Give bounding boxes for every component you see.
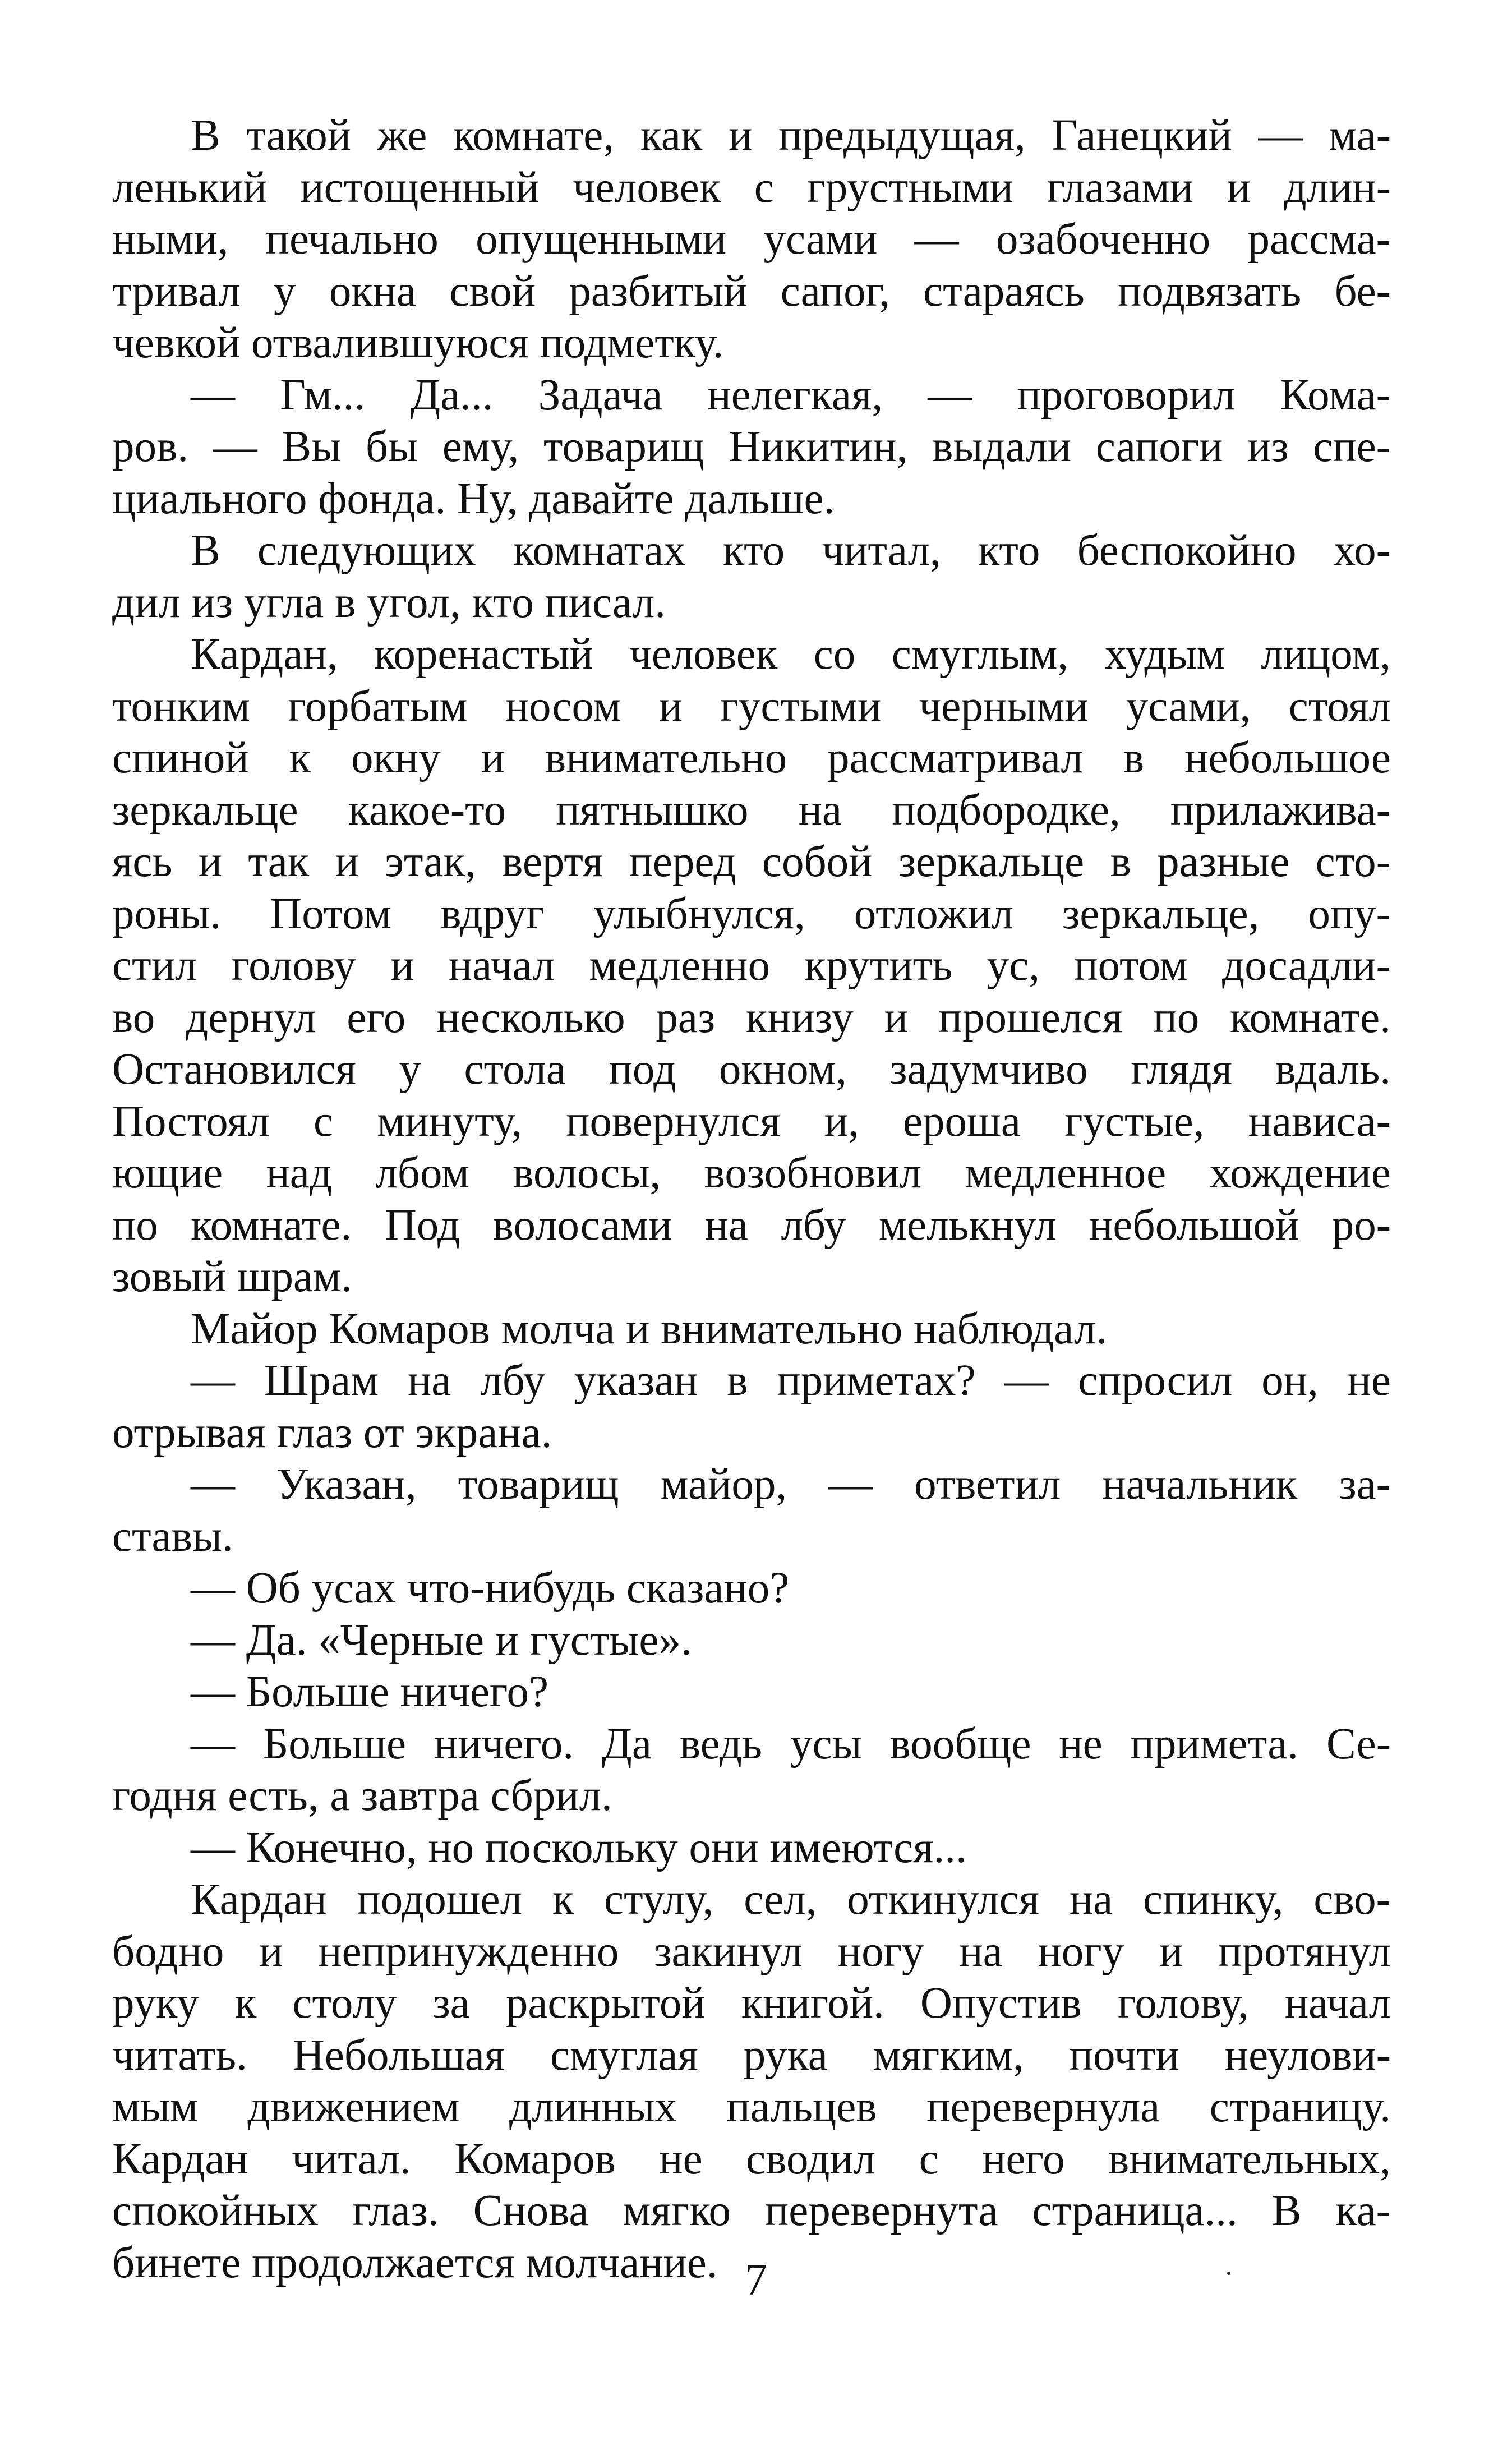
paragraph bbox=[112, 1874, 1391, 2289]
text-line: роны. Потом вдруг улыбнулся, отложил зеркальце, опу- bbox=[112, 889, 1391, 938]
text-line: Постоял с минуту, повернулся и, ероша густые, нависа- bbox=[112, 1097, 1391, 1146]
text-line: — Больше ничего. Да ведь усы вообще не примета. Се- bbox=[191, 1719, 1391, 1768]
text-line: во дернул его несколько раз книзу и прошелся по комнате. bbox=[112, 993, 1391, 1042]
text-line: бинете продолжается молчание. bbox=[112, 2238, 718, 2287]
text-line: дил из угла в угол, кто писал. bbox=[112, 578, 666, 627]
paragraph bbox=[112, 525, 1391, 629]
text-line: — Указан, товарищ майор, — ответил начальник за- bbox=[191, 1460, 1391, 1509]
text-line: ров. — Вы бы ему, товарищ Никитин, выдали сапоги из спе- bbox=[112, 422, 1391, 471]
text-line: тонким горбатым носом и густыми черными усами, стоял bbox=[112, 681, 1391, 731]
paragraph bbox=[112, 1459, 1391, 1563]
text-line: — Шрам на лбу указан в приметах? — спросил он, не bbox=[191, 1356, 1391, 1405]
paragraph bbox=[112, 1563, 1391, 1615]
paragraph bbox=[112, 1355, 1391, 1459]
text-line: — Об усах что-нибудь сказано? bbox=[191, 1564, 790, 1613]
text-line: Кардан подошел к стулу, сел, откинулся на спинку, сво- bbox=[191, 1875, 1391, 1924]
text-line: Майор Комаров молча и внимательно наблюдал. bbox=[191, 1304, 1108, 1353]
text-line: Остановился у стола под окном, задумчиво глядя вдаль. bbox=[112, 1045, 1391, 1094]
text-line: — Да. «Черные и густые». bbox=[191, 1615, 692, 1665]
text-line: — Больше ничего? bbox=[191, 1668, 549, 1716]
paragraph bbox=[112, 1822, 1391, 1874]
text-line: — Гм... Да... Задача нелегкая, — проговорил Кома- bbox=[191, 370, 1391, 420]
text-line: зовый шрам. bbox=[112, 1252, 352, 1301]
paragraph bbox=[112, 1304, 1391, 1356]
text-line: мым движением длинных пальцев перевернула страницу. bbox=[112, 2083, 1391, 2131]
body-text bbox=[112, 110, 1391, 2289]
text-line: ленький истощенный человек с грустными глазами и длин- bbox=[112, 163, 1391, 212]
page-number: 7 bbox=[745, 2255, 767, 2305]
text-line: руку к столу за раскрытой книгой. Опустив голову, начал bbox=[112, 1979, 1391, 2028]
text-line: ставы. bbox=[112, 1512, 233, 1561]
text-line: чевкой отвалившуюся подметку. bbox=[112, 319, 724, 367]
text-line: бодно и непринужденно закинул ногу на ногу и протянул bbox=[112, 1927, 1391, 1976]
text-line: В такой же комнате, как и предыдущая, Ганецкий — ма- bbox=[191, 111, 1391, 160]
text-line: зеркальце какое-то пятнышко на подбородке, прилажива- bbox=[112, 785, 1391, 835]
text-line: спиной к окну и внимательно рассматривал в небольшое bbox=[112, 734, 1391, 782]
text-line: отрывая глаз от экрана. bbox=[112, 1408, 552, 1457]
text-line: В следующих комнатах кто читал, кто беспокойно хо- bbox=[191, 526, 1391, 575]
text-line: циального фонда. Ну, давайте дальше. bbox=[112, 474, 835, 523]
text-line: — Конечно, но поскольку они имеются... bbox=[191, 1823, 967, 1872]
paragraph bbox=[112, 110, 1391, 370]
text-line: читать. Небольшая смуглая рука мягким, почти неулови- bbox=[112, 2030, 1391, 2080]
paragraph bbox=[112, 370, 1391, 526]
text-line: стил голову и начал медленно крутить ус, потом досадли- bbox=[112, 941, 1391, 990]
text-line: по комнате. Под волосами на лбу мелькнул небольшой ро- bbox=[112, 1200, 1391, 1250]
text-line: ными, печально опущенными усами — озабоченно рассма- bbox=[112, 215, 1391, 264]
paragraph bbox=[112, 1666, 1391, 1719]
text-line: спокойных глаз. Снова мягко перевернута страница... В ка- bbox=[112, 2186, 1391, 2235]
text-line: годня есть, а завтра сбрил. bbox=[112, 1771, 612, 1820]
text-line: тривал у окна свой разбитый сапог, стараясь подвязать бе- bbox=[112, 266, 1391, 316]
text-line: ющие над лбом волосы, возобновил медленное хождение bbox=[112, 1149, 1391, 1198]
paragraph bbox=[112, 1615, 1391, 1667]
text-line: Кардан, коренастый человек со смуглым, худым лицом, bbox=[191, 630, 1391, 679]
paragraph bbox=[112, 629, 1391, 1304]
paragraph bbox=[112, 1719, 1391, 1822]
text-line: ясь и так и этак, вертя перед собой зеркальце в разные сто- bbox=[112, 837, 1391, 886]
print-speck bbox=[1227, 2272, 1230, 2275]
text-line: Кардан читал. Комаров не сводил с него внимательных, bbox=[112, 2134, 1391, 2184]
